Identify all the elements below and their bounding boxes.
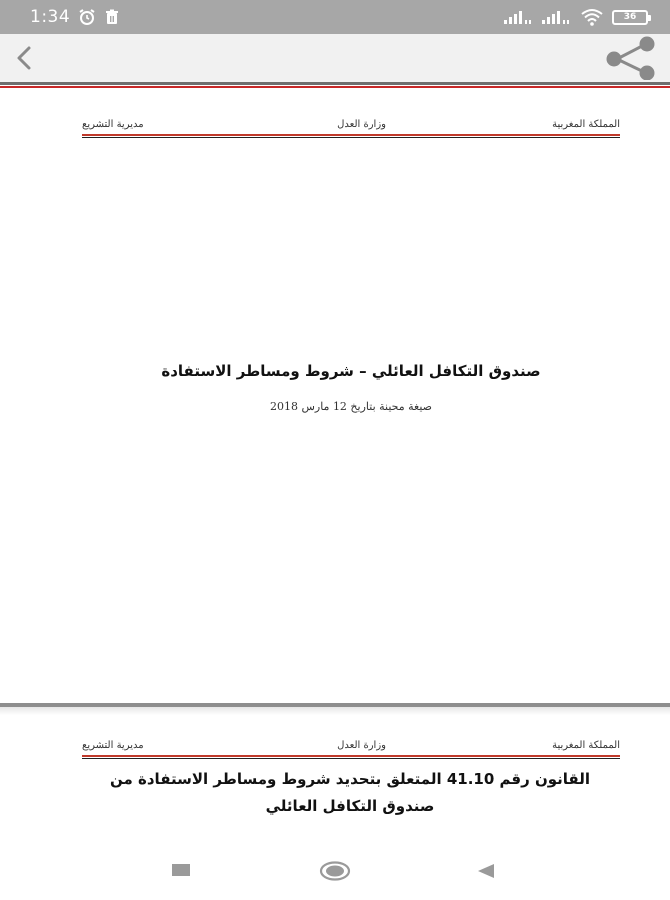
chevron-left-icon [12,44,36,72]
page1-header-directorate: مديرية التشريع [82,119,144,130]
page2-header-directorate: مديرية التشريع [82,740,144,751]
share-icon [602,36,660,80]
trash-icon [104,9,120,25]
status-left [30,7,120,27]
toolbar-divider [0,82,670,85]
home-icon [318,861,352,881]
home-button[interactable] [318,861,352,881]
share-button[interactable] [602,36,660,80]
page2-header-ministry: وزارة العدل [337,740,386,751]
battery-level: 36 [623,12,637,22]
page2-header-rule [82,755,620,759]
wifi-icon [580,8,604,26]
status-right [504,8,648,26]
status-bar [0,0,670,34]
back-button[interactable] [12,44,36,72]
signal-icon [542,10,572,24]
navigation-bar [0,846,670,900]
page1-header-kingdom: المملكة المغربية [552,119,620,130]
page-separator-shadow [0,707,670,715]
alarm-icon [78,8,96,26]
toolbar-accent-line [0,86,670,88]
page2-title-line1: القانون رقم 41.10 المتعلق بتحديد شروط ومساطر الاستفادة من [110,770,590,788]
signal-icon [504,10,534,24]
page1-header [82,119,620,133]
page1-header-ministry: وزارة العدل [337,119,386,130]
back-icon [474,861,498,881]
nav-back-button[interactable] [474,861,498,881]
page2-title-line2: صندوق التكافل العائلي [265,797,435,815]
page2-header [82,740,620,754]
battery-icon [612,10,648,25]
page1-title: صندوق التكافل العائلي – شروط ومساطر الاستفادة [161,362,541,380]
page2-header-kingdom: المملكة المغربية [552,740,620,751]
recents-icon [170,861,192,879]
status-time: 1:34 [30,7,71,27]
recents-button[interactable] [170,861,192,879]
page1-subtitle: صيغة محينة بتاريخ 12 مارس 2018 [269,400,433,413]
page1-header-rule [82,134,620,138]
app-toolbar [0,34,670,82]
page2-title [70,766,630,820]
